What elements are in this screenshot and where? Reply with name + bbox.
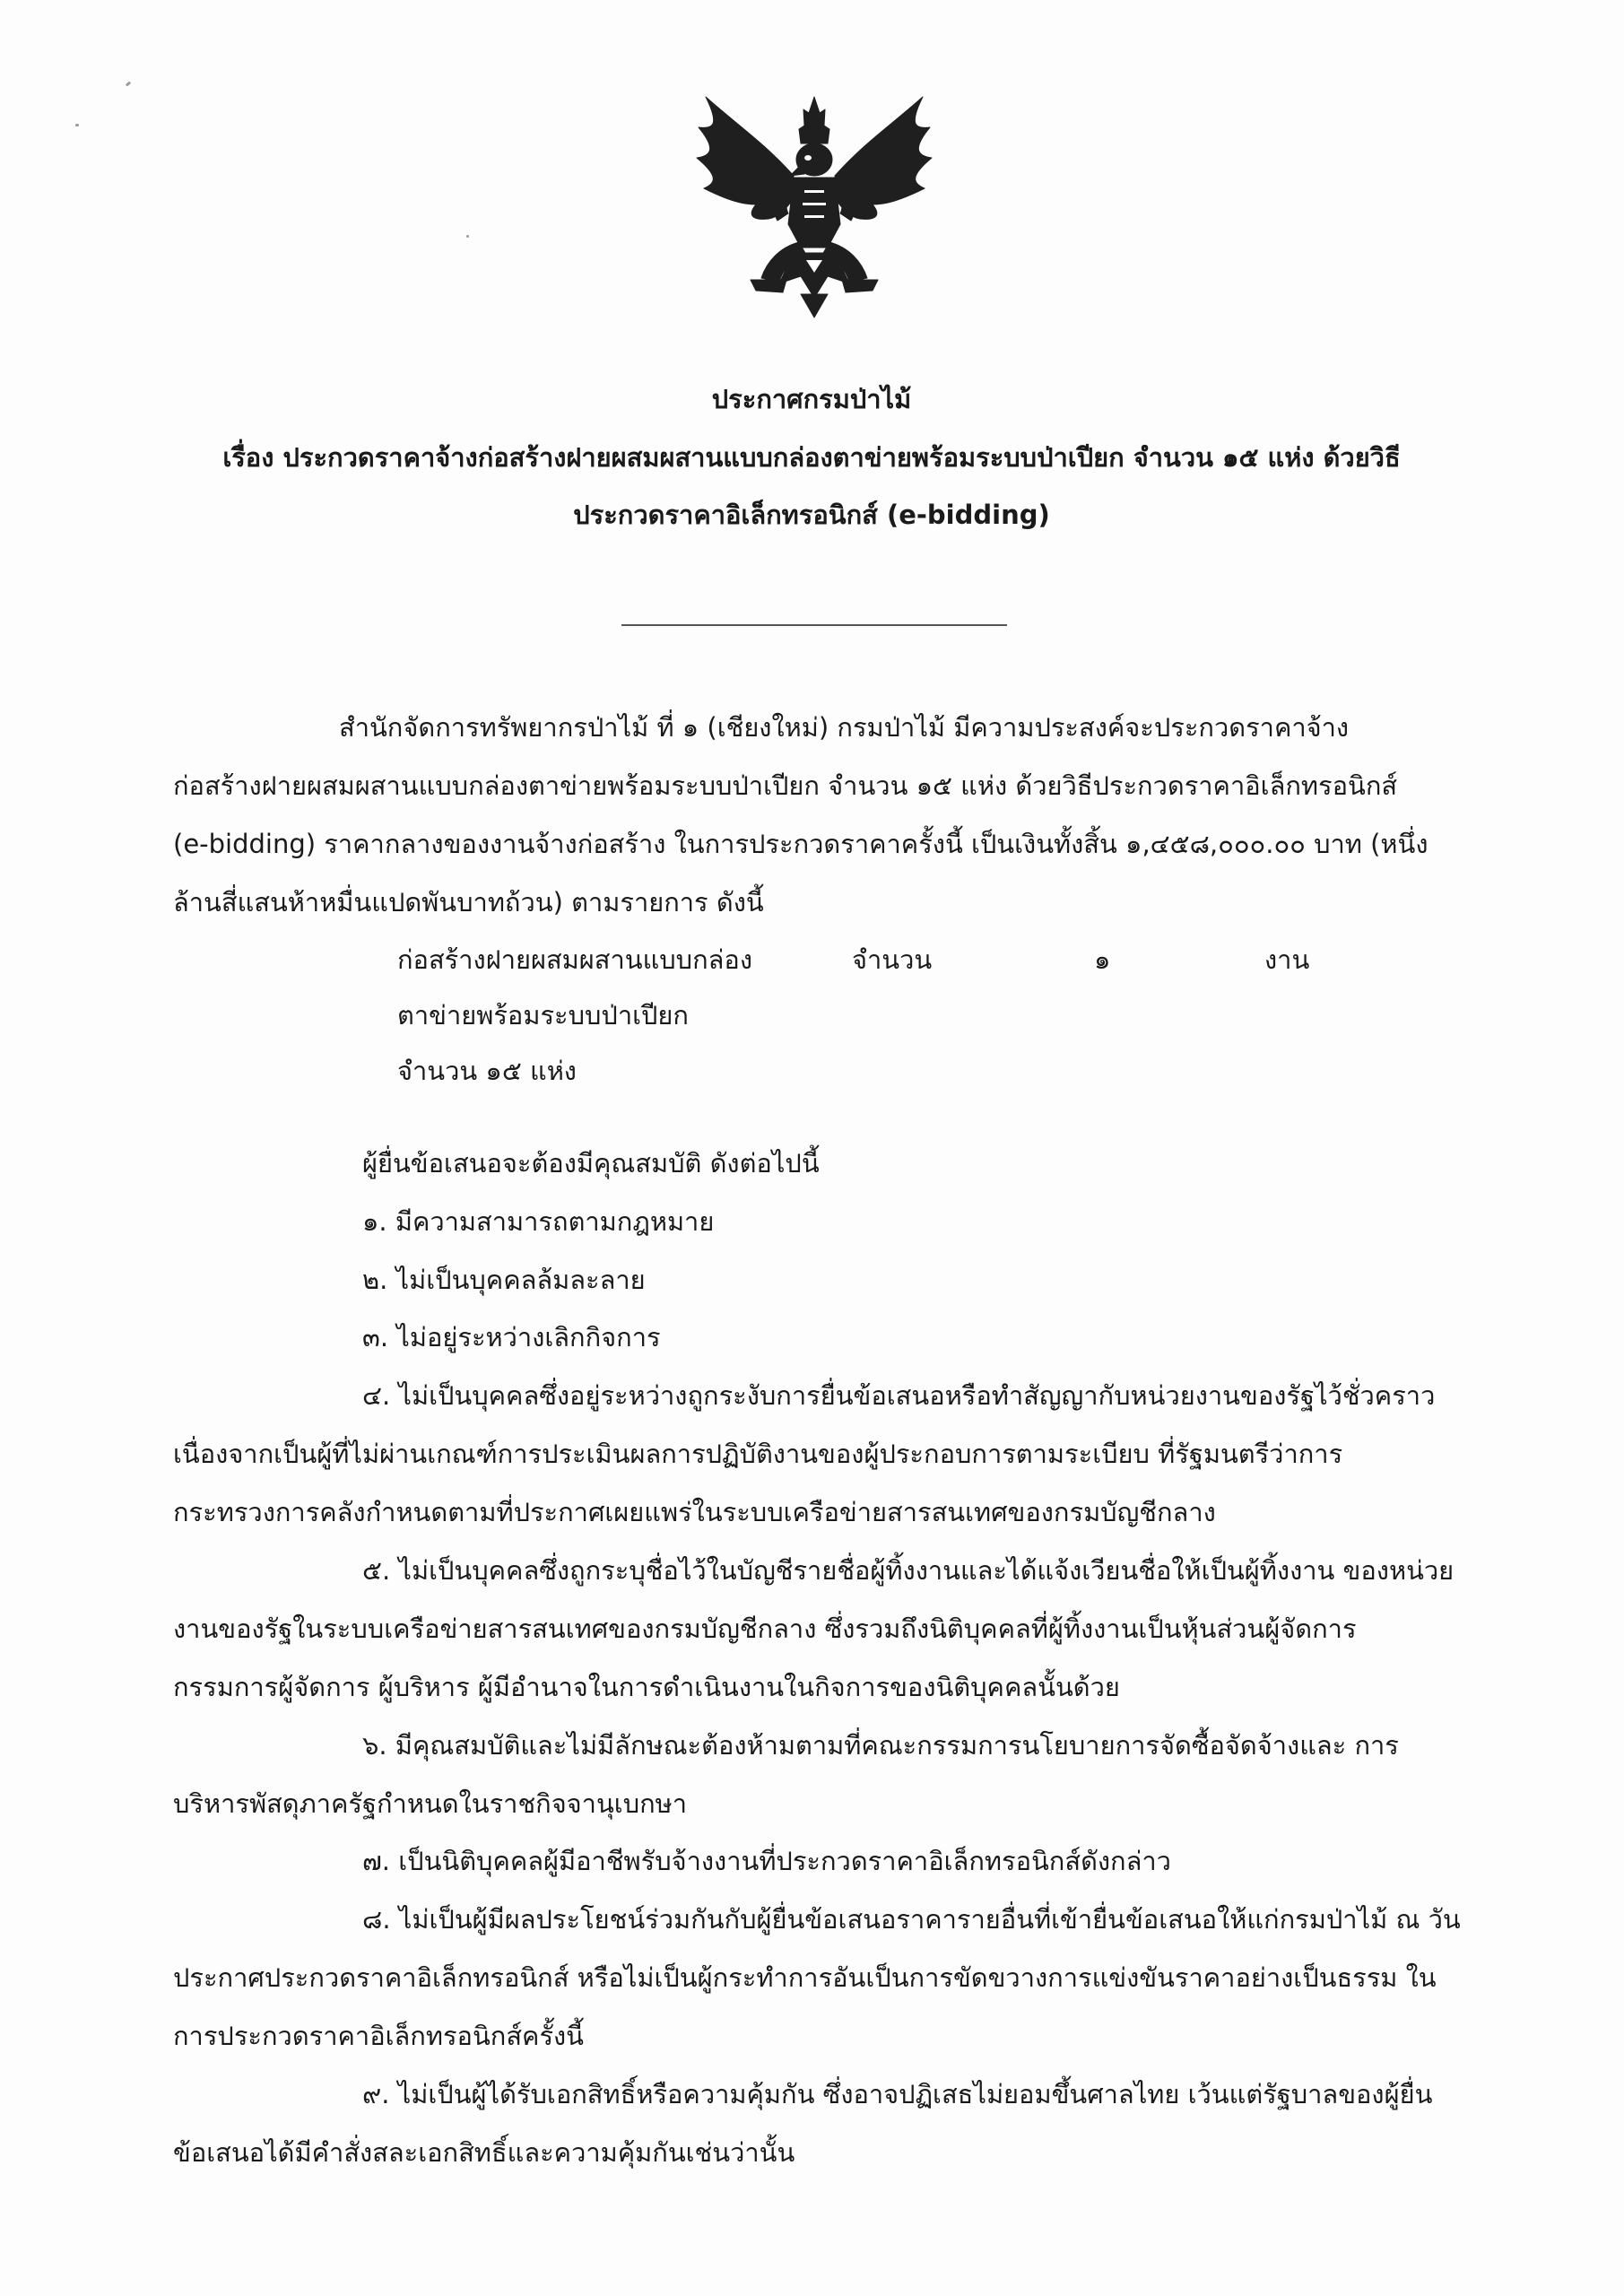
qualification-4-line-2: เนื่องจากเป็นผู้ที่ไม่ผ่านเกณฑ์การประเมินผลการปฏิบัติงานของผู้ประกอบการตามระเบียบ ที่รัฐมนตรีว่าการ <box>173 1439 1343 1469</box>
qualification-8-line-1: ๘. ไม่เป็นผู้มีผลประโยชน์ร่วมกันกับผู้ยื่นข้อเสนอราคารายอื่นที่เข้ายื่นข้อเสนอให้แก่กรมป่าไม้ ณ วัน <box>362 1904 1461 1935</box>
qualifications-heading: ผู้ยื่นข้อเสนอจะต้องมีคุณสมบัติ ดังต่อไปนี้ <box>362 1148 820 1178</box>
intro-line-1: สำนักจัดการทรัพยากรป่าไม้ ที่ ๑ (เชียงใหม่) กรมป่าไม้ มีความประสงค์จะประกวดราคาจ้าง <box>339 712 1350 743</box>
intro-line-4: ล้านสี่แสนห้าหมื่นแปดพันบาทถ้วน) ตามรายการ ดังนี้ <box>173 887 764 918</box>
qualification-8-line-3: การประกวดราคาอิเล็กทรอนิกส์ครั้งนี้ <box>173 2021 585 2051</box>
qualification-2: ๒. ไม่เป็นบุคคลล้มละลาย <box>362 1265 646 1295</box>
item-description-line-1: ก่อสร้างฝายผสมผสานแบบกล่อง <box>397 944 752 975</box>
qualification-3: ๓. ไม่อยู่ระหว่างเลิกกิจการ <box>362 1322 661 1352</box>
item-quantity-label: จำนวน <box>852 944 933 975</box>
qualification-1: ๑. มีความสามารถตามกฎหมาย <box>362 1206 715 1237</box>
qualification-9-line-1: ๙. ไม่เป็นผู้ได้รับเอกสิทธิ์หรือความคุ้มกัน ซึ่งอาจปฏิเสธไม่ยอมขึ้นศาลไทย เว้นแต่รัฐบาลของผู้ยื่น <box>362 2079 1433 2109</box>
qualification-5-line-1: ๕. ไม่เป็นบุคคลซึ่งถูกระบุชื่อไว้ในบัญชีรายชื่อผู้ทิ้งงานและได้แจ้งเวียนชื่อให้เป็นผู้ทิ้งงาน ของหน่วย <box>362 1555 1455 1586</box>
item-unit: งาน <box>1264 944 1310 975</box>
qualification-6-line-2: บริหารพัสดุภาครัฐกำหนดในราชกิจจานุเบกษา <box>173 1788 688 1819</box>
qualification-8-line-2: ประกาศประกวดราคาอิเล็กทรอนิกส์ หรือไม่เป็นผู้กระทำการอันเป็นการขัดขวางการแข่งขันราคาอย่างเป็นธรรม ใน <box>173 1962 1437 1993</box>
qualification-7: ๗. เป็นนิติบุคคลผู้มีอาชีพรับจ้างงานที่ประกวดราคาอิเล็กทรอนิกส์ดังกล่าว <box>362 1846 1171 1876</box>
item-description-line-2: ตาข่ายพร้อมระบบป่าเปียก <box>397 1000 689 1031</box>
garuda-emblem <box>693 90 935 323</box>
qualification-4-line-3: กระทรวงการคลังกำหนดตามที่ประกาศเผยแพร่ในระบบเครือข่ายสารสนเทศของกรมบัญชีกลาง <box>173 1497 1216 1527</box>
scan-speck <box>126 81 132 86</box>
intro-line-2: ก่อสร้างฝายผสมผสานแบบกล่องตาข่ายพร้อมระบบป่าเปียก จำนวน ๑๕ แห่ง ด้วยวิธีประกวดราคาอิเล็กทรอนิกส์ <box>173 770 1398 801</box>
item-description-line-3: จำนวน ๑๕ แห่ง <box>397 1056 577 1086</box>
header-divider <box>621 624 1007 626</box>
qualification-6-line-1: ๖. มีคุณสมบัติและไม่มีลักษณะต้องห้ามตามที่คณะกรรมการนโยบายการจัดซื้อจัดจ้างและ การ <box>362 1730 1399 1761</box>
scan-speck <box>466 235 469 238</box>
qualification-9-line-2: ข้อเสนอได้มีคำสั่งสละเอกสิทธิ์และความคุ้มกันเช่นว่านั้น <box>173 2137 795 2168</box>
item-quantity-value: ๑ <box>1094 944 1111 975</box>
scan-speck <box>75 124 79 126</box>
qualification-5-line-2: งานของรัฐในระบบเครือข่ายสารสนเทศของกรมบัญชีกลาง ซึ่งรวมถึงนิติบุคคลที่ผู้ทิ้งงานเป็นหุ้นส่วนผู้จัดการ <box>173 1613 1357 1644</box>
announcement-subject-line-1: เรื่อง ประกวดราคาจ้างก่อสร้างฝายผสมผสานแบบกล่องตาข่ายพร้อมระบบป่าเปียก จำนวน ๑๕ แห่ง ด้วยวิธี <box>222 442 1401 473</box>
announcement-subject-line-2: ประกวดราคาอิเล็กทรอนิกส์ (e-bidding) <box>573 500 1050 530</box>
qualification-4-line-1: ๔. ไม่เป็นบุคคลซึ่งอยู่ระหว่างถูกระงับการยื่นข้อเสนอหรือทำสัญญากับหน่วยงานของรัฐไว้ชั่วคราว <box>362 1380 1436 1411</box>
qualification-5-line-3: กรรมการผู้จัดการ ผู้บริหาร ผู้มีอำนาจในการดำเนินงานในกิจการของนิติบุคคลนั้นด้วย <box>173 1672 1120 1702</box>
announcement-title: ประกาศกรมป่าไม้ <box>711 384 912 414</box>
intro-line-3: (e-bidding) ราคากลางของงานจ้างก่อสร้าง ในการประกวดราคาครั้งนี้ เป็นเงินทั้งสิ้น ๑,๔๕๘,๐๐๐.๐๐ บาท (หนึ่ง <box>173 829 1429 859</box>
